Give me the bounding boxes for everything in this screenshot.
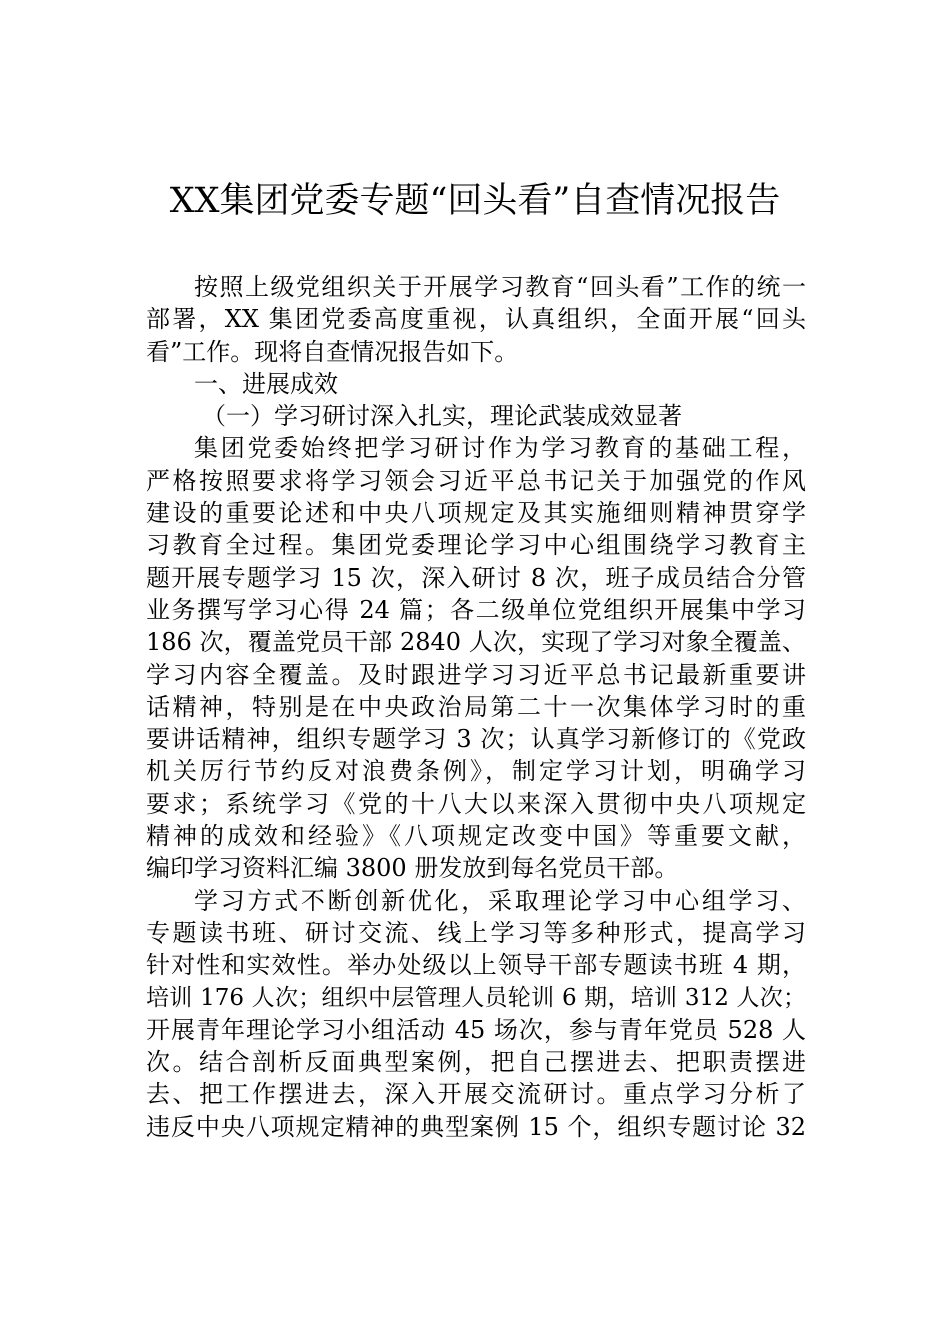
text-line: 要讲话精神，组织专题学习 3 次；认真学习新修订的《党政 — [146, 725, 806, 754]
text-line: 次。结合剖析反面典型案例，把自己摆进去、把职责摆进 — [146, 1048, 806, 1077]
text-line: 专题读书班、研讨交流、线上学习等多种形式，提高学习 — [146, 918, 806, 947]
text-line: 去、把工作摆进去，深入开展交流研讨。重点学习分析了 — [146, 1080, 806, 1109]
text-line: 针对性和实效性。举办处级以上领导干部专题读书班 4 期， — [146, 951, 806, 980]
text-line: 部署，XX 集团党委高度重视，认真组织，全面开展“回头 — [146, 305, 806, 334]
text-line: 话精神，特别是在中央政治局第二十一次集体学习时的重 — [146, 692, 806, 721]
text-line: 精神的成效和经验》《八项规定改变中国》等重要文献， — [146, 822, 806, 851]
text-line: 要求；系统学习《党的十八大以来深入贯彻中央八项规定 — [146, 789, 806, 818]
section-heading: 一、进展成效 — [194, 369, 338, 398]
text-line: 按照上级党组织关于开展学习教育“回头看”工作的统一 — [194, 273, 806, 301]
text-line: 题开展专题学习 15 次，深入研讨 8 次，班子成员结合分管 — [146, 563, 806, 592]
text-line: 看”工作。现将自查情况报告如下。 — [146, 337, 519, 366]
text-line: 业务撰写学习心得 24 篇；各二级单位党组织开展集中学习 — [146, 595, 806, 624]
subsection-heading: （一）学习研讨深入扎实，理论武装成效显著 — [202, 402, 682, 431]
text-line: 机关厉行节约反对浪费条例》，制定学习计划，明确学习 — [146, 757, 806, 786]
document-body — [146, 271, 806, 1143]
text-line: 建设的重要论述和中央八项规定及其实施细则精神贯穿学 — [146, 499, 806, 528]
document-title: XX集团党委专题“回头看”自查情况报告 — [169, 181, 781, 221]
text-line: 编印学习资料汇编 3800 册发放到每名党员干部。 — [146, 854, 679, 883]
text-line: 严格按照要求将学习领会习近平总书记关于加强党的作风 — [146, 466, 806, 495]
text-line: 习教育全过程。集团党委理论学习中心组围绕学习教育主 — [146, 531, 806, 560]
text-line: 学习内容全覆盖。及时跟进学习习近平总书记最新重要讲 — [146, 660, 806, 689]
text-line: 186 次，覆盖党员干部 2840 人次，实现了学习对象全覆盖、 — [146, 628, 806, 657]
text-line: 集团党委始终把学习研讨作为学习教育的基础工程， — [194, 434, 806, 463]
text-line: 开展青年理论学习小组活动 45 场次，参与青年党员 528 人 — [146, 1015, 806, 1044]
text-line: 违反中央八项规定精神的典型案例 15 个，组织专题讨论 32 — [146, 1112, 806, 1141]
text-line: 学习方式不断创新优化，采取理论学习中心组学习、 — [194, 886, 806, 915]
text-line: 培训 176 人次；组织中层管理人员轮训 6 期，培训 312 人次； — [146, 984, 806, 1011]
